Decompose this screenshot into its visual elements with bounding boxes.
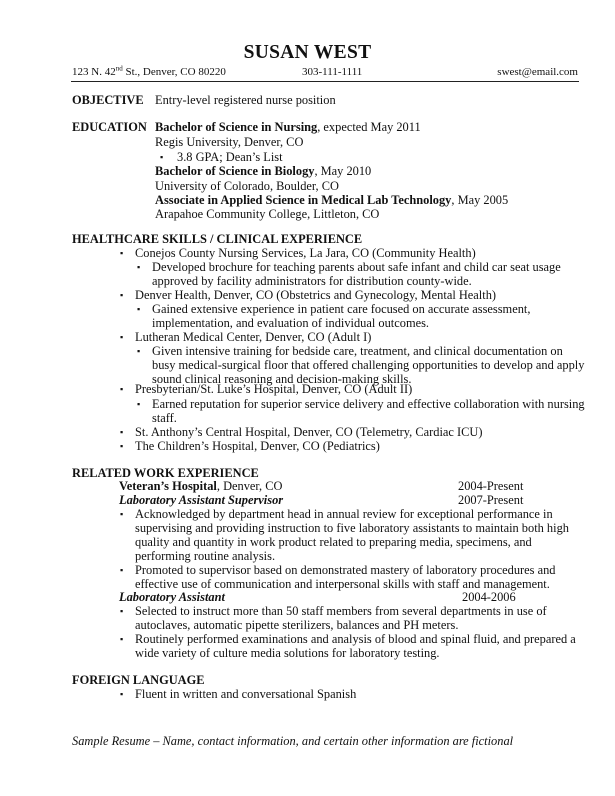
- bullet-icon: ▪: [137, 346, 141, 356]
- objective-heading: OBJECTIVE: [72, 93, 144, 107]
- bullet-icon: ▪: [137, 304, 141, 314]
- degree-nursing-date: , expected May 2011: [317, 120, 421, 134]
- degree-biology-title: Bachelor of Science in Biology: [155, 164, 315, 178]
- clinical-detail: Developed brochure for teaching parents about safe infant and child car seat usage: [152, 260, 561, 274]
- bullet-icon: ▪: [120, 509, 124, 519]
- work-detail: effective use of communication and interpersonal skills with staff and management.: [135, 577, 550, 591]
- employer-name: Veteran’s Hospital: [119, 479, 217, 493]
- degree-biology: [155, 164, 371, 179]
- clinical-site-st-anthony: St. Anthony’s Central Hospital, Denver, CO (Telemetry, Cardiac ICU): [135, 425, 483, 439]
- clinical-detail: Gained extensive experience in patient care focused on accurate assessment,: [152, 302, 531, 316]
- work-detail: Promoted to supervisor based on demonstrated mastery of laboratory procedures and: [135, 563, 556, 577]
- clinical-detail: Earned reputation for superior service delivery and effective collaboration with nursing: [152, 397, 585, 411]
- address-street: 123 N. 42: [72, 66, 116, 78]
- job-dates-supervisor: 2007-Present: [458, 493, 524, 507]
- header-divider: [71, 81, 579, 82]
- bullet-icon: ▪: [120, 565, 124, 575]
- work-detail: Routinely performed examinations and analysis of blood and spinal fluid, and prepared a: [135, 632, 576, 646]
- bullet-icon: ▪: [137, 399, 141, 409]
- bullet-icon: ▪: [120, 441, 124, 451]
- address-city: St., Denver, CO 80220: [122, 66, 226, 78]
- clinical-detail: implementation, and evaluation of individual outcomes.: [152, 316, 430, 330]
- employer-dates: 2004-Present: [458, 479, 524, 493]
- footer-note: Sample Resume – Name, contact information, and certain other information are fictional: [72, 734, 514, 748]
- work-detail: Selected to instruct more than 50 staff members from several departments in use of: [135, 604, 547, 618]
- work-detail: quality and quantity in work product related to preparing media, specimens, and: [135, 535, 532, 549]
- language-heading: FOREIGN LANGUAGE: [72, 673, 205, 687]
- address: [72, 66, 226, 78]
- gpa: 3.8 GPA; Dean’s List: [177, 150, 283, 164]
- clinical-site-presbyterian: Presbyterian/St. Luke’s Hospital, Denver, CO (Adult II): [135, 382, 413, 396]
- bullet-icon: ▪: [120, 290, 124, 300]
- work-detail: performing routine analysis.: [135, 549, 276, 563]
- work-detail: Acknowledged by department head in annual review for exceptional performance in: [135, 507, 553, 521]
- degree-lab-tech: [155, 193, 508, 208]
- employer: [119, 479, 282, 494]
- healthcare-heading: HEALTHCARE SKILLS / CLINICAL EXPERIENCE: [72, 232, 363, 246]
- bullet-icon: ▪: [120, 332, 124, 342]
- clinical-detail: Given intensive training for bedside care, treatment, and clinical documentation on: [152, 344, 563, 358]
- phone: 303-111-1111: [302, 66, 363, 78]
- work-detail: supervising and providing instruction to five laboratory assistants to maintain both high: [135, 521, 569, 535]
- bullet-icon: ▪: [120, 634, 124, 644]
- bullet-icon: ▪: [120, 689, 124, 699]
- clinical-site-childrens: The Children’s Hospital, Denver, CO (Pediatrics): [135, 439, 380, 453]
- address-superscript: nd: [115, 64, 123, 73]
- employer-location: , Denver, CO: [216, 479, 283, 493]
- bullet-icon: ▪: [137, 262, 141, 272]
- email: swest@email.com: [497, 66, 578, 78]
- school-colorado: University of Colorado, Boulder, CO: [155, 179, 339, 193]
- bullet-icon: ▪: [120, 606, 124, 616]
- school-regis: Regis University, Denver, CO: [155, 135, 304, 149]
- clinical-site-denver-health: Denver Health, Denver, CO (Obstetrics and Gynecology, Mental Health): [135, 288, 497, 302]
- objective-text: Entry-level registered nurse position: [155, 93, 336, 107]
- candidate-name: SUSAN WEST: [243, 42, 372, 63]
- work-heading: RELATED WORK EXPERIENCE: [72, 466, 259, 480]
- work-detail: autoclaves, automatic pipette sterilizers, balances and PH meters.: [135, 618, 459, 632]
- clinical-detail: busy medical-surgical floor that offered challenging opportunities to develop and apply: [152, 358, 585, 372]
- degree-lab-tech-date: , May 2005: [451, 193, 509, 207]
- clinical-detail: approved by facility administrators for distribution county-wide.: [152, 274, 472, 288]
- clinical-site-lutheran: Lutheran Medical Center, Denver, CO (Adult I): [135, 330, 372, 344]
- job-dates-assistant: 2004-2006: [462, 590, 516, 604]
- bullet-icon: ▪: [120, 384, 124, 394]
- degree-lab-tech-title: Associate in Applied Science in Medical Lab Technology: [155, 193, 452, 207]
- clinical-detail: sound clinical reasoning and decision-making skills.: [152, 372, 412, 386]
- job-title-assistant: Laboratory Assistant: [119, 590, 225, 604]
- degree-nursing-title: Bachelor of Science in Nursing: [155, 120, 318, 134]
- clinical-site-conejos: Conejos County Nursing Services, La Jara, CO (Community Health): [135, 246, 476, 260]
- bullet-icon: ▪: [120, 248, 124, 258]
- work-detail: wide variety of culture media solutions for laboratory testing.: [135, 646, 440, 660]
- bullet-icon: ▪: [160, 152, 164, 162]
- education-heading: EDUCATION: [72, 120, 147, 134]
- degree-biology-date: , May 2010: [314, 164, 372, 178]
- degree-nursing: [155, 120, 421, 135]
- language-text: Fluent in written and conversational Spanish: [135, 687, 357, 701]
- bullet-icon: ▪: [120, 427, 124, 437]
- school-arapahoe: Arapahoe Community College, Littleton, CO: [155, 207, 380, 221]
- job-title-supervisor: Laboratory Assistant Supervisor: [119, 493, 284, 507]
- clinical-detail: staff.: [152, 411, 177, 425]
